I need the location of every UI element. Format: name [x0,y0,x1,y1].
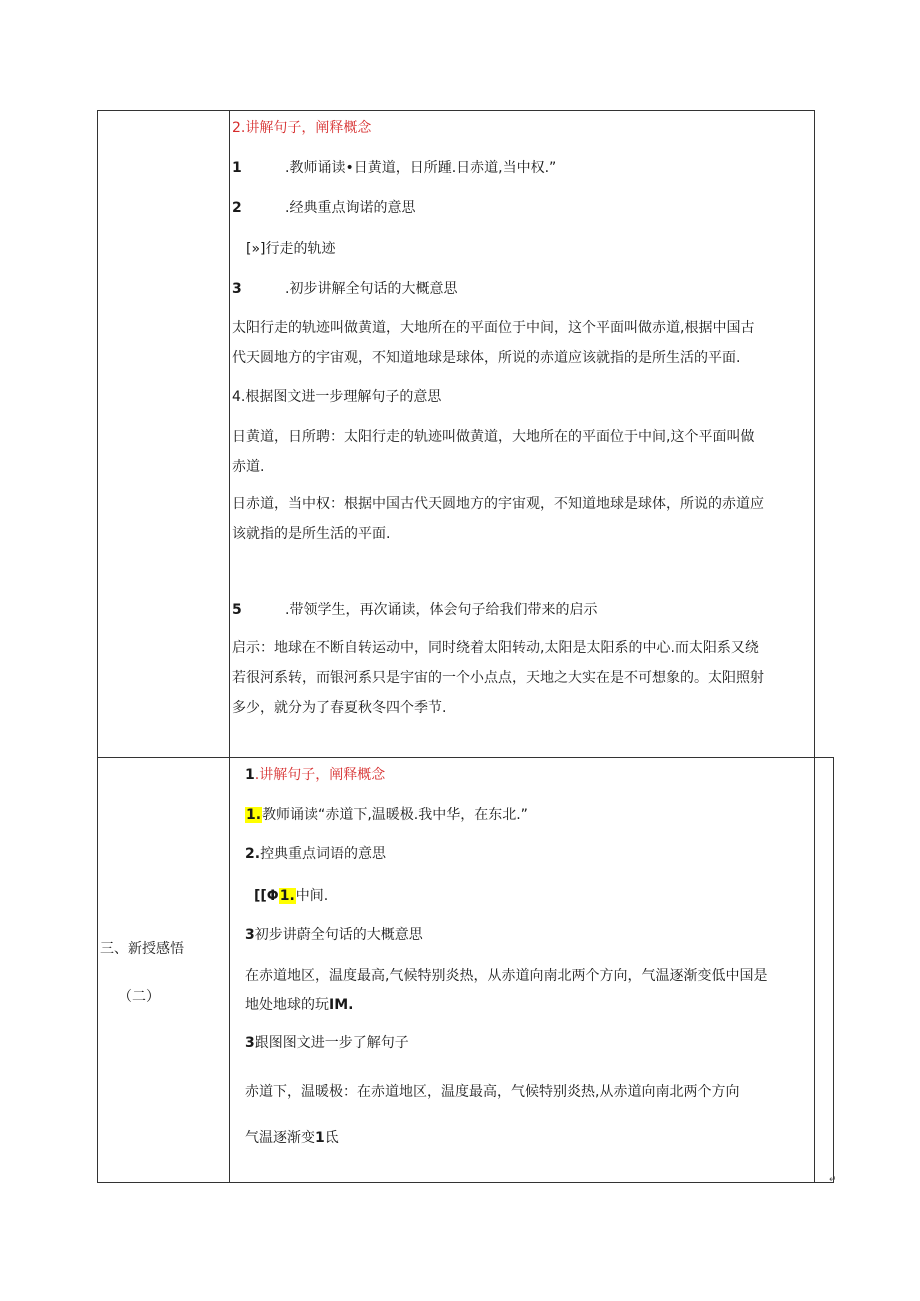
row1-item1-number: 1 [232,160,242,176]
row1-para4-line3: 多少，就分为了春夏秋冬四个季节. [232,700,447,716]
row2-item2 [245,844,386,864]
row1-para1-line1: 太阳行走的轨迹叫做黄道，大地所在的平面位于中间，这个平面叫做赤道,根据中国古 [232,320,755,336]
row1-para2-line2: 赤道. [232,459,265,475]
row2-para3-bold: 1 [315,1130,325,1146]
column-divider [229,110,230,1183]
row2-item3-number: 3 [245,927,255,943]
row1-para1-line2: 代天圆地方的宇宙观，不知道地球是球体，所说的赤道应该就指的是所生活的平面. [232,350,741,366]
row1-item5-number: 5 [232,602,242,618]
row2-item1-highlight: 1. [246,807,262,823]
row2-bracket-highlight: 1. [279,888,295,904]
row2-para3-line1 [245,1124,339,1152]
row2-item1 [245,805,528,825]
row2-heading-number: 1 [245,767,255,783]
corner-mark: ↵ [829,1175,837,1185]
row1-item2-number: 2 [232,200,242,216]
row1-para3-line1: 日赤道，当中权：根据中国古代天圆地方的宇宙观，不知道地球是球体，所说的赤道应 [232,496,764,512]
row1-para2-line1: 日黄道，日所聘：太阳行走的轨迹叫做黄道，大地所在的平面位于中间,这个平面叫做 [232,429,755,445]
table-outer-right-border [833,757,834,1183]
row1-para4-line1: 启示：地球在不断自转运动中，同时绕着太阳转动,太阳是太阳系的中心.而太阳系又绕 [232,640,759,656]
row2-section-sublabel: （二） [118,989,160,1005]
row2-heading [245,765,385,785]
row2-item2-text: 控典重点词语的意思 [260,846,387,862]
row2-para1-line2-bold: IM. [329,997,354,1013]
row2-para1-line2-text: 地处地球的玩 [245,997,329,1013]
row2-item4 [245,1033,409,1053]
row1-heading: 2.讲解句子，阐释概念 [232,120,372,136]
row2-item3-text: 初步讲蔚全句话的大概意思 [254,927,423,943]
table-top-border [97,110,815,111]
table-left-border [97,110,98,1183]
table-bottom-border [97,1182,834,1183]
table-right-border-row1 [814,110,815,758]
row2-para2-line1: 赤道下，温暖极：在赤道地区，温度最高，气候特别炎热,从赤道向南北两个方向 [245,1084,740,1100]
row2-para1-line1: 在赤道地区，温度最高,气候特别炎热，从赤道向南北两个方向，气温逐渐变低中国是 [245,968,768,984]
row1-bracket-text: [»]行走的轨迹 [246,241,336,257]
row2-item4-text: 跟图图文进一步了解句子 [254,1035,409,1051]
row1-item2-text: .经典重点询诺的意思 [285,200,416,216]
row2-heading-text: .讲解句子，阐释概念 [254,767,386,783]
row1-para4-line2: 若很河系转，而银河系只是宇宙的一个小点点，天地之大实在是不可想象的。太阳照射 [232,670,764,686]
row2-para3-text-a: 气温逐渐变 [245,1130,315,1146]
row1-item5-text: .带领学生，再次诵读，体会句子给我们带来的启示 [285,602,598,618]
row2-bracket-text: 中间. [295,888,329,904]
row-divider [97,757,834,758]
row2-item2-number: 2. [245,846,261,862]
row2-para3-text-c: 氐 [324,1130,339,1146]
row1-item4-text: 4.根据图文进一步理解句子的意思 [232,389,442,405]
table-right-border-row2 [814,757,815,1183]
row1-item3-number: 3 [232,281,242,297]
row2-item3 [245,925,423,945]
row1-item3-text: .初步讲解全句话的大概意思 [285,281,458,297]
row1-item1-text: .教师诵读•日黄道，日所踵.日赤道,当中权.” [285,160,557,176]
row1-para3-line2: 该就指的是所生活的平面. [232,526,391,542]
row2-item1-text: 教师诵读“赤道下,温暖极.我中华，在东北.” [262,807,528,823]
row2-item4-number: 3 [245,1035,255,1051]
row2-bracket-prefix: [[Φ [254,888,279,904]
row2-section-label: 三、新授感悟 [100,941,184,957]
row2-para1-line2 [245,991,353,1019]
row2-bracket-item [254,886,328,906]
